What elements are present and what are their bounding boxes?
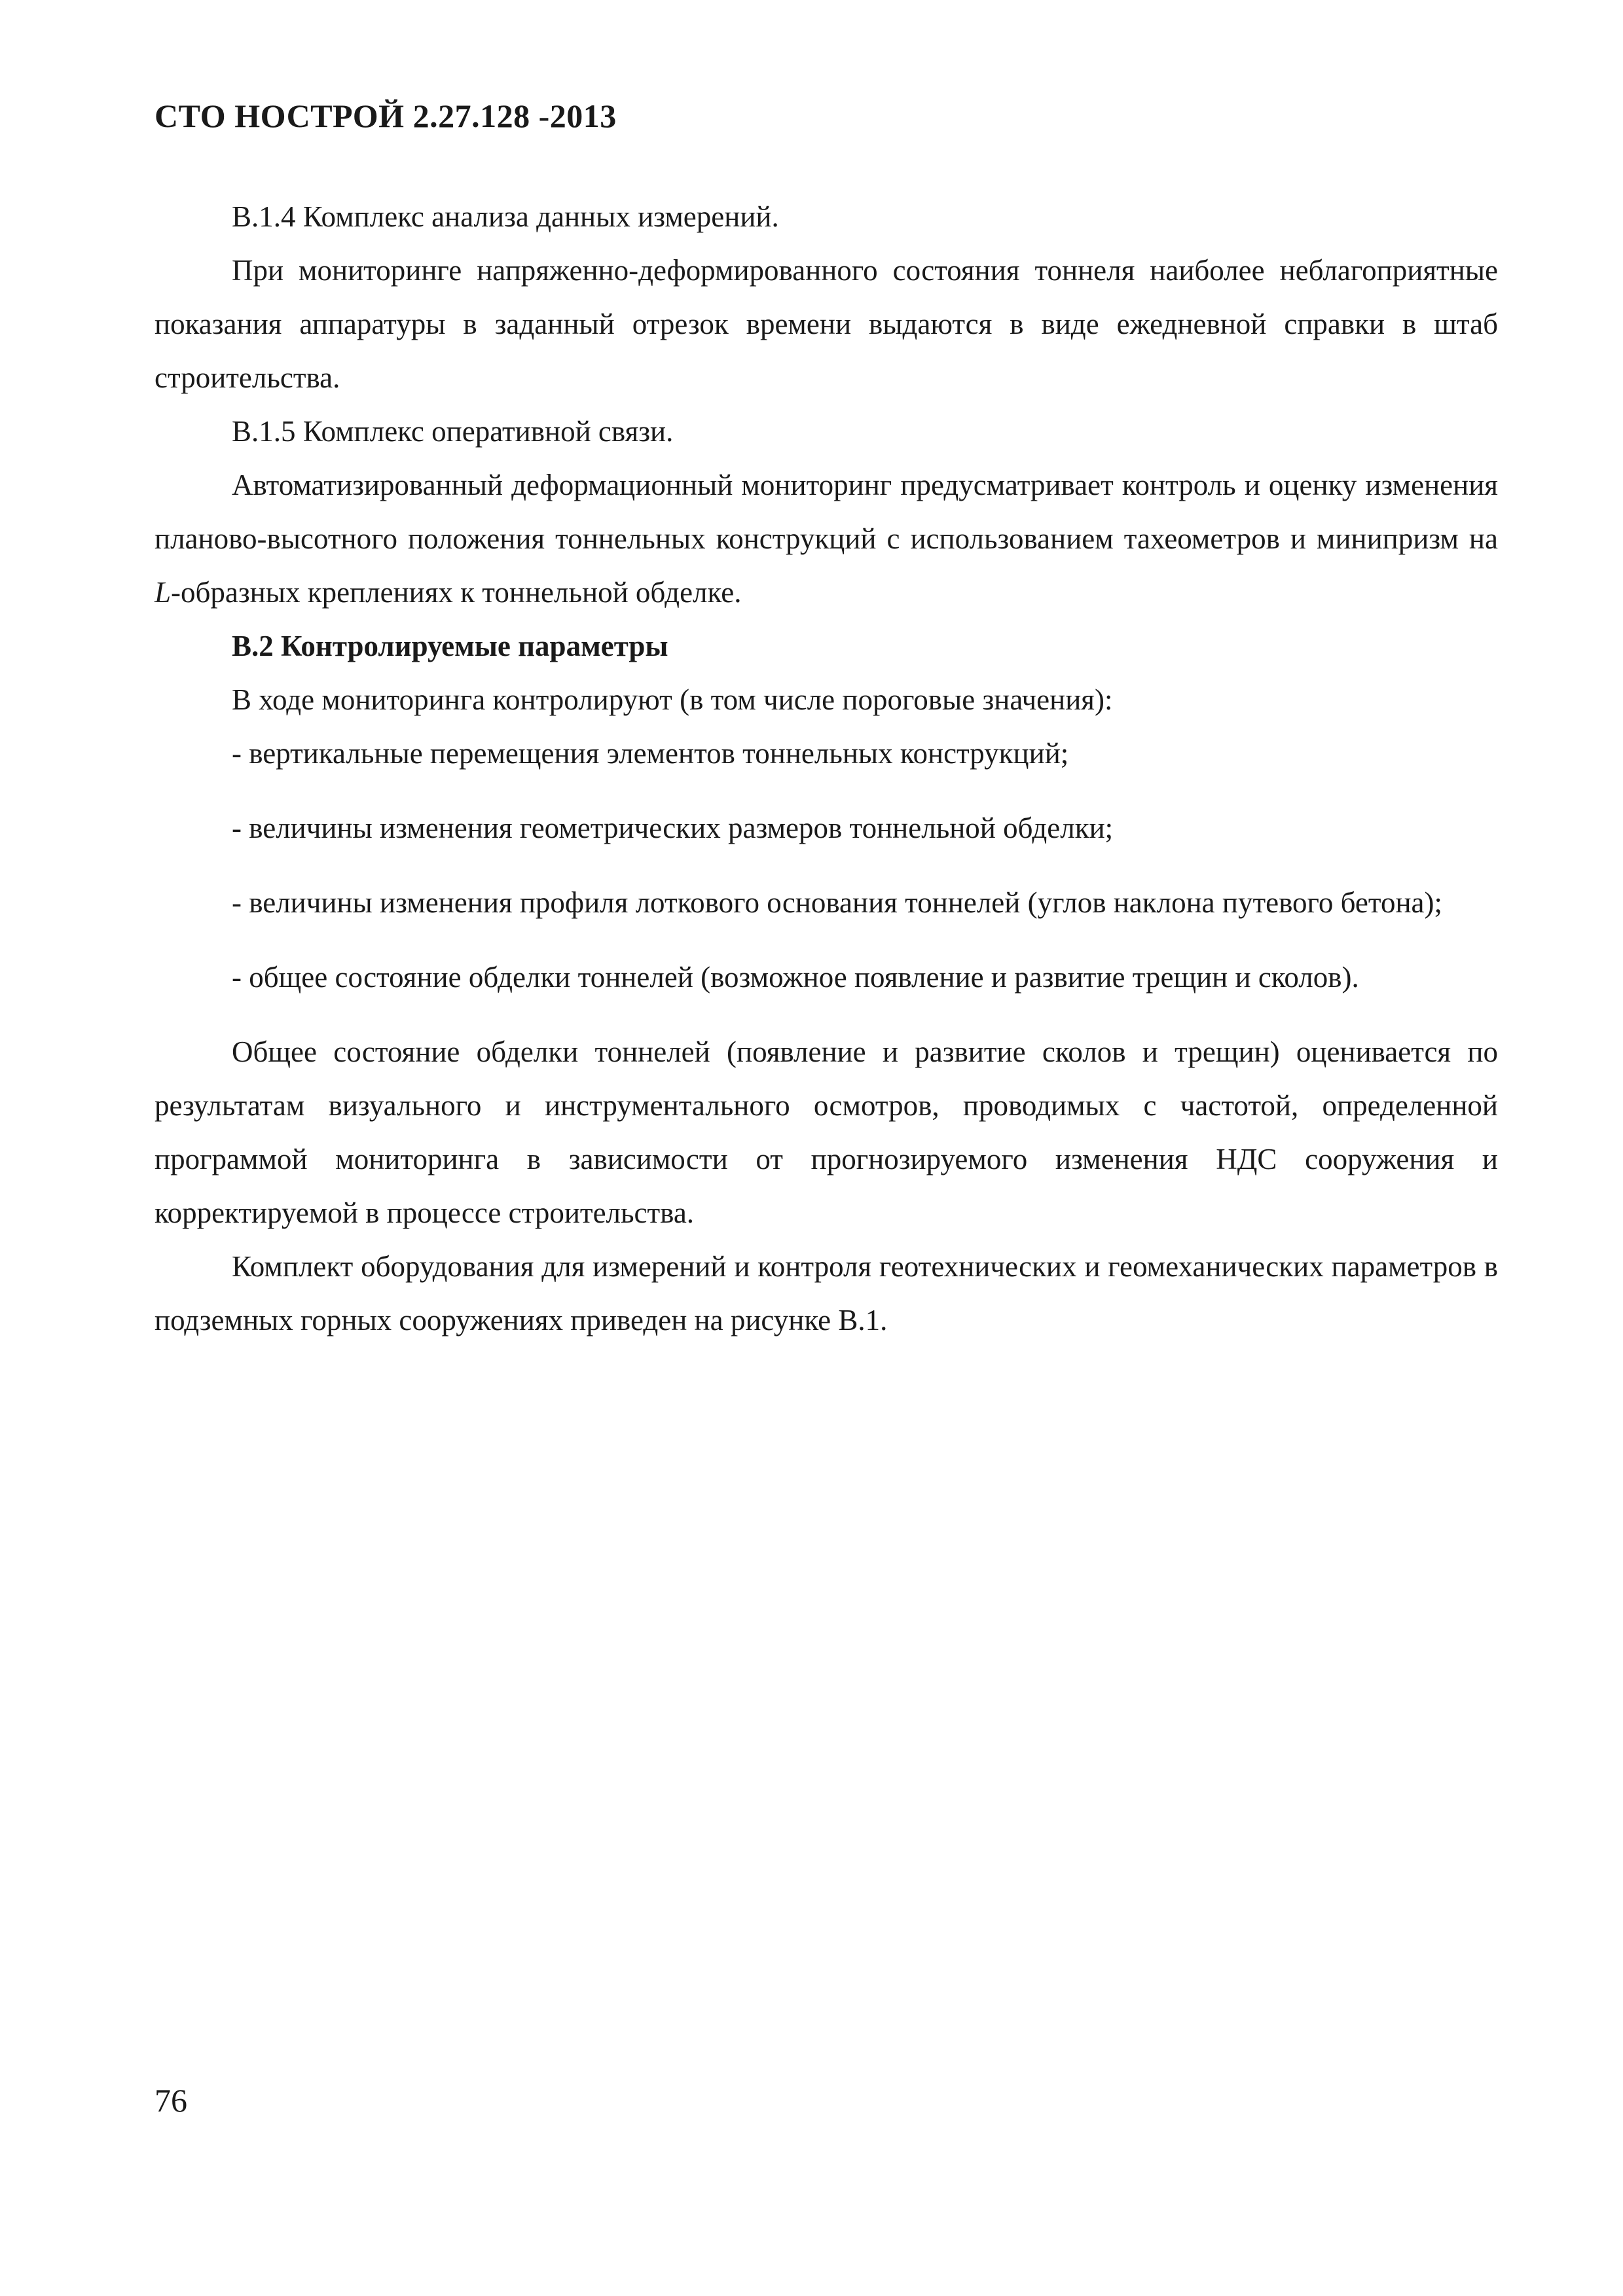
- paragraph-deformation-monitoring: [155, 458, 1498, 619]
- paragraph-monitoring-report: При мониторинге напряженно-деформированного состояния тоннеля наиболее неблагоприятные показания аппаратуры в заданный отрезок времени выдаются в виде ежедневной справки в штаб строительства.: [155, 254, 1498, 394]
- paragraph-lining-condition: Общее состояние обделки тоннелей (появление и развитие сколов и трещин) оценивается по результатам визуального и инструментального осмотров, проводимых с частотой, определенной программой мониторинга в зависимости от прогнозируемого изменения НДС сооружения и корректируемой в процессе строительства.: [155, 1035, 1498, 1229]
- document-header: СТО НОСТРОЙ 2.27.128 -2013: [155, 98, 617, 134]
- paragraph-controlled-intro: В ходе мониторинга контролируют (в том числе пороговые значения):: [232, 683, 1113, 716]
- paragraph-equipment-set: Комплект оборудования для измерений и контроля геотехнических и геомеханических параметров в подземных горных сооружениях приведен на рисунке В.1.: [155, 1250, 1498, 1336]
- l-symbol: L: [155, 576, 172, 609]
- paragraph-deformation-text-2: -образных креплениях к тоннельной обделке.: [171, 576, 742, 609]
- page-number: 76: [155, 2082, 187, 2119]
- document-body: [155, 190, 1498, 1347]
- subsection-b-1-4: В.1.4 Комплекс анализа данных измерений.: [232, 200, 779, 233]
- list-item: - величины изменения геометрических размеров тоннельной обделки;: [232, 812, 1114, 844]
- paragraph-deformation-text-1: Автоматизированный деформационный мониторинг предусматривает контроль и оценку изменения планово-высотного положения тоннельных конструкций с использованием тахеометров и минипризм на: [155, 469, 1498, 555]
- list-item: - общее состояние обделки тоннелей (возможное появление и развитие трещин и сколов).: [232, 961, 1359, 994]
- list-item: - вертикальные перемещения элементов тоннельных конструкций;: [232, 737, 1069, 770]
- subsection-b-1-5: В.1.5 Комплекс оперативной связи.: [232, 415, 674, 448]
- section-heading-b-2: В.2 Контролируемые параметры: [232, 630, 668, 662]
- list-item: - величины изменения профиля лоткового основания тоннелей (углов наклона путевого бетона);: [232, 886, 1443, 919]
